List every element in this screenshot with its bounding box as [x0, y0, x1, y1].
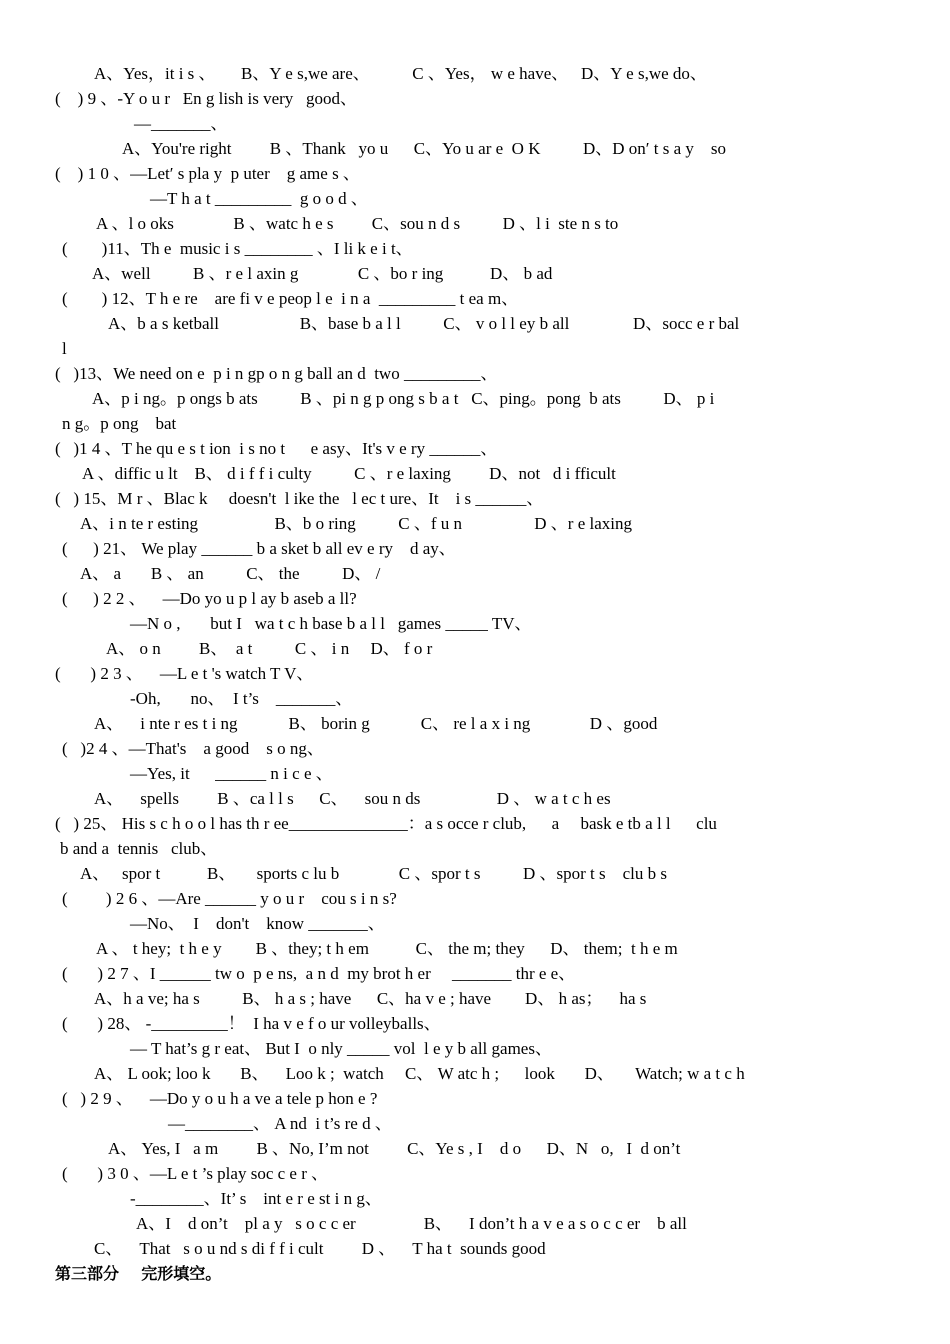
- question-14: ( )1 4 、T he qu e s t ion i s no t e asy、It's v e ry ______、: [55, 439, 498, 458]
- answer-options-q12: A、b a s ketball B、base b a l l C、 v o l l ey b all D、socc e r bal: [108, 314, 740, 333]
- answer-options-q13: A、p i ng。p ongs b ats B 、pi n g p ong s b a t C、ping。pong b ats D、 p i: [92, 389, 715, 408]
- answer-options-q30-cd: C、 That s o u nd s di f f i cult D 、 T ha t sounds good: [94, 1239, 546, 1258]
- answer-options-q15: A、i n te r esting B、b o ring C 、f u n D 、r e laxing: [80, 514, 632, 533]
- answer-options-q28: A、 L ook; loo k B、 Loo k ; watch C、 W atc h ; look D、 Watch; w a t c h: [94, 1064, 745, 1083]
- answer-options-q23: A、 i nte r es t i ng B、 borin g C、 re l a x i ng D 、good: [94, 714, 658, 733]
- question-21: ( ) 21、 We play ______ b a sket b all ev e ry d ay、: [62, 539, 456, 558]
- question-29-response: —________、 A nd i t’s re d 、: [168, 1114, 392, 1133]
- question-22: ( ) 2 2 、 —Do yo u p l ay b aseb a ll?: [62, 589, 357, 608]
- question-27: ( ) 2 7 、I ______ tw o p e ns, a n d my brot h er _______ thr e e、: [62, 964, 576, 983]
- answer-options-q12-cont: l: [62, 339, 67, 358]
- answer-options-q10: A 、l o oks B 、watc h e s C、sou n d s D 、l i ste n s to: [96, 214, 619, 233]
- question-30-response: -________、It’ s int e r e st i n g、: [130, 1189, 382, 1208]
- question-23: ( ) 2 3 、 —L e t 's watch T V、: [55, 664, 314, 683]
- answer-options-q24: A、 spells B 、ca l l s C、 sou n ds D 、 w a t c h es: [94, 789, 611, 808]
- question-22-response: —N o , but I wa t c h base b a l l games _____ TV、: [130, 614, 532, 633]
- answer-options-q22: A、 o n B、 a t C 、 i n D、 f o r: [106, 639, 433, 658]
- answer-options-q25: A、 spor t B、 sports c lu b C 、spor t s D 、spor t s clu b s: [80, 864, 667, 883]
- question-24-response: —Yes, it ______ n i c e 、: [130, 764, 333, 783]
- question-15: ( ) 15、M r 、Blac k doesn't l ike the l ec t ure、It i s ______、: [55, 489, 544, 508]
- question-24: ( )2 4 、—That's a good s o ng、: [62, 739, 324, 758]
- answer-options-q14: A 、diffic u lt B、 d i f f i culty C 、r e laxing D、not d i fficult: [82, 464, 616, 483]
- question-28-response: — T hat’s g r eat、 But I o nly _____ vol l e y b all games、: [130, 1039, 552, 1058]
- question-10: ( ) 1 0 、—Let′ s pla y p uter g ame s 、: [55, 164, 360, 183]
- answer-options-q26: A 、 t hey; t h e y B 、they; t h em C、 the m; they D、 them; t h e m: [96, 939, 678, 958]
- answer-options-q29: A、 Yes, I a m B 、No, I’m not C、Ye s , I d o D、N o, I d on’t: [108, 1139, 681, 1158]
- answer-options-q8: A、Yes，it i s 、 B、Y e s,we are、 C 、Yes， w e have、 D、Y e s,we do、: [94, 64, 707, 83]
- answer-options-q13-cont: n g。p ong bat: [62, 414, 177, 433]
- question-29: ( ) 2 9 、 —Do y o u h a ve a tele p hon e ?: [62, 1089, 378, 1108]
- question-9-response: —_______、: [134, 114, 228, 133]
- question-13: ( )13、We need on e p i n gp o n g ball an d two _________、: [55, 364, 498, 383]
- question-30: ( ) 3 0 、—L e t ’s play soc c e r 、: [62, 1164, 329, 1183]
- question-26: ( ) 2 6 、—Are ______ y o u r cou s i n s?: [62, 889, 397, 908]
- question-11: ( )11、Th e music i s ________ 、I li k e i t、: [62, 239, 413, 258]
- question-25-cont: b and a tennis club、: [60, 839, 218, 858]
- answer-options-q30-ab: A、I d on’t pl a y s o c c er B、 I don’t h a v e a s o c c er b all: [136, 1214, 687, 1233]
- question-28: ( ) 28、 -_________！ I ha v e f o ur volleyballs、: [62, 1014, 441, 1033]
- question-26-response: —No、 I don't know _______、: [130, 914, 385, 933]
- question-12: ( ) 12、T h e re are fi v e peop l e i n a _________ t ea m、: [62, 289, 519, 308]
- answer-options-q21: A、 a B 、 an C、 the D、 /: [80, 564, 381, 583]
- answer-options-q11: A、well B 、r e l axin g C 、bo r ing D、 b ad: [92, 264, 553, 283]
- answer-options-q9: A、You're right B 、Thank yo u C、Yo u ar e O K D、D on′ t s a y so: [122, 139, 726, 158]
- section-heading: 第三部分 完形填空。: [55, 1264, 222, 1283]
- question-23-response: -Oh, no、 I t’s _______、: [130, 689, 353, 708]
- question-10-response: —T h a t _________ g o o d 、: [150, 189, 368, 208]
- question-25: ( ) 25、 His s c h o o l has th r ee______________：a s occe r club, a bask e tb a l l clu: [55, 814, 717, 833]
- question-9: ( ) 9 、-Y o u r En g lish is very good、: [55, 89, 358, 108]
- answer-options-q27: A、h a ve; ha s B、 h a s ; have C、ha v e ; have D、 h as； ha s: [94, 989, 647, 1008]
